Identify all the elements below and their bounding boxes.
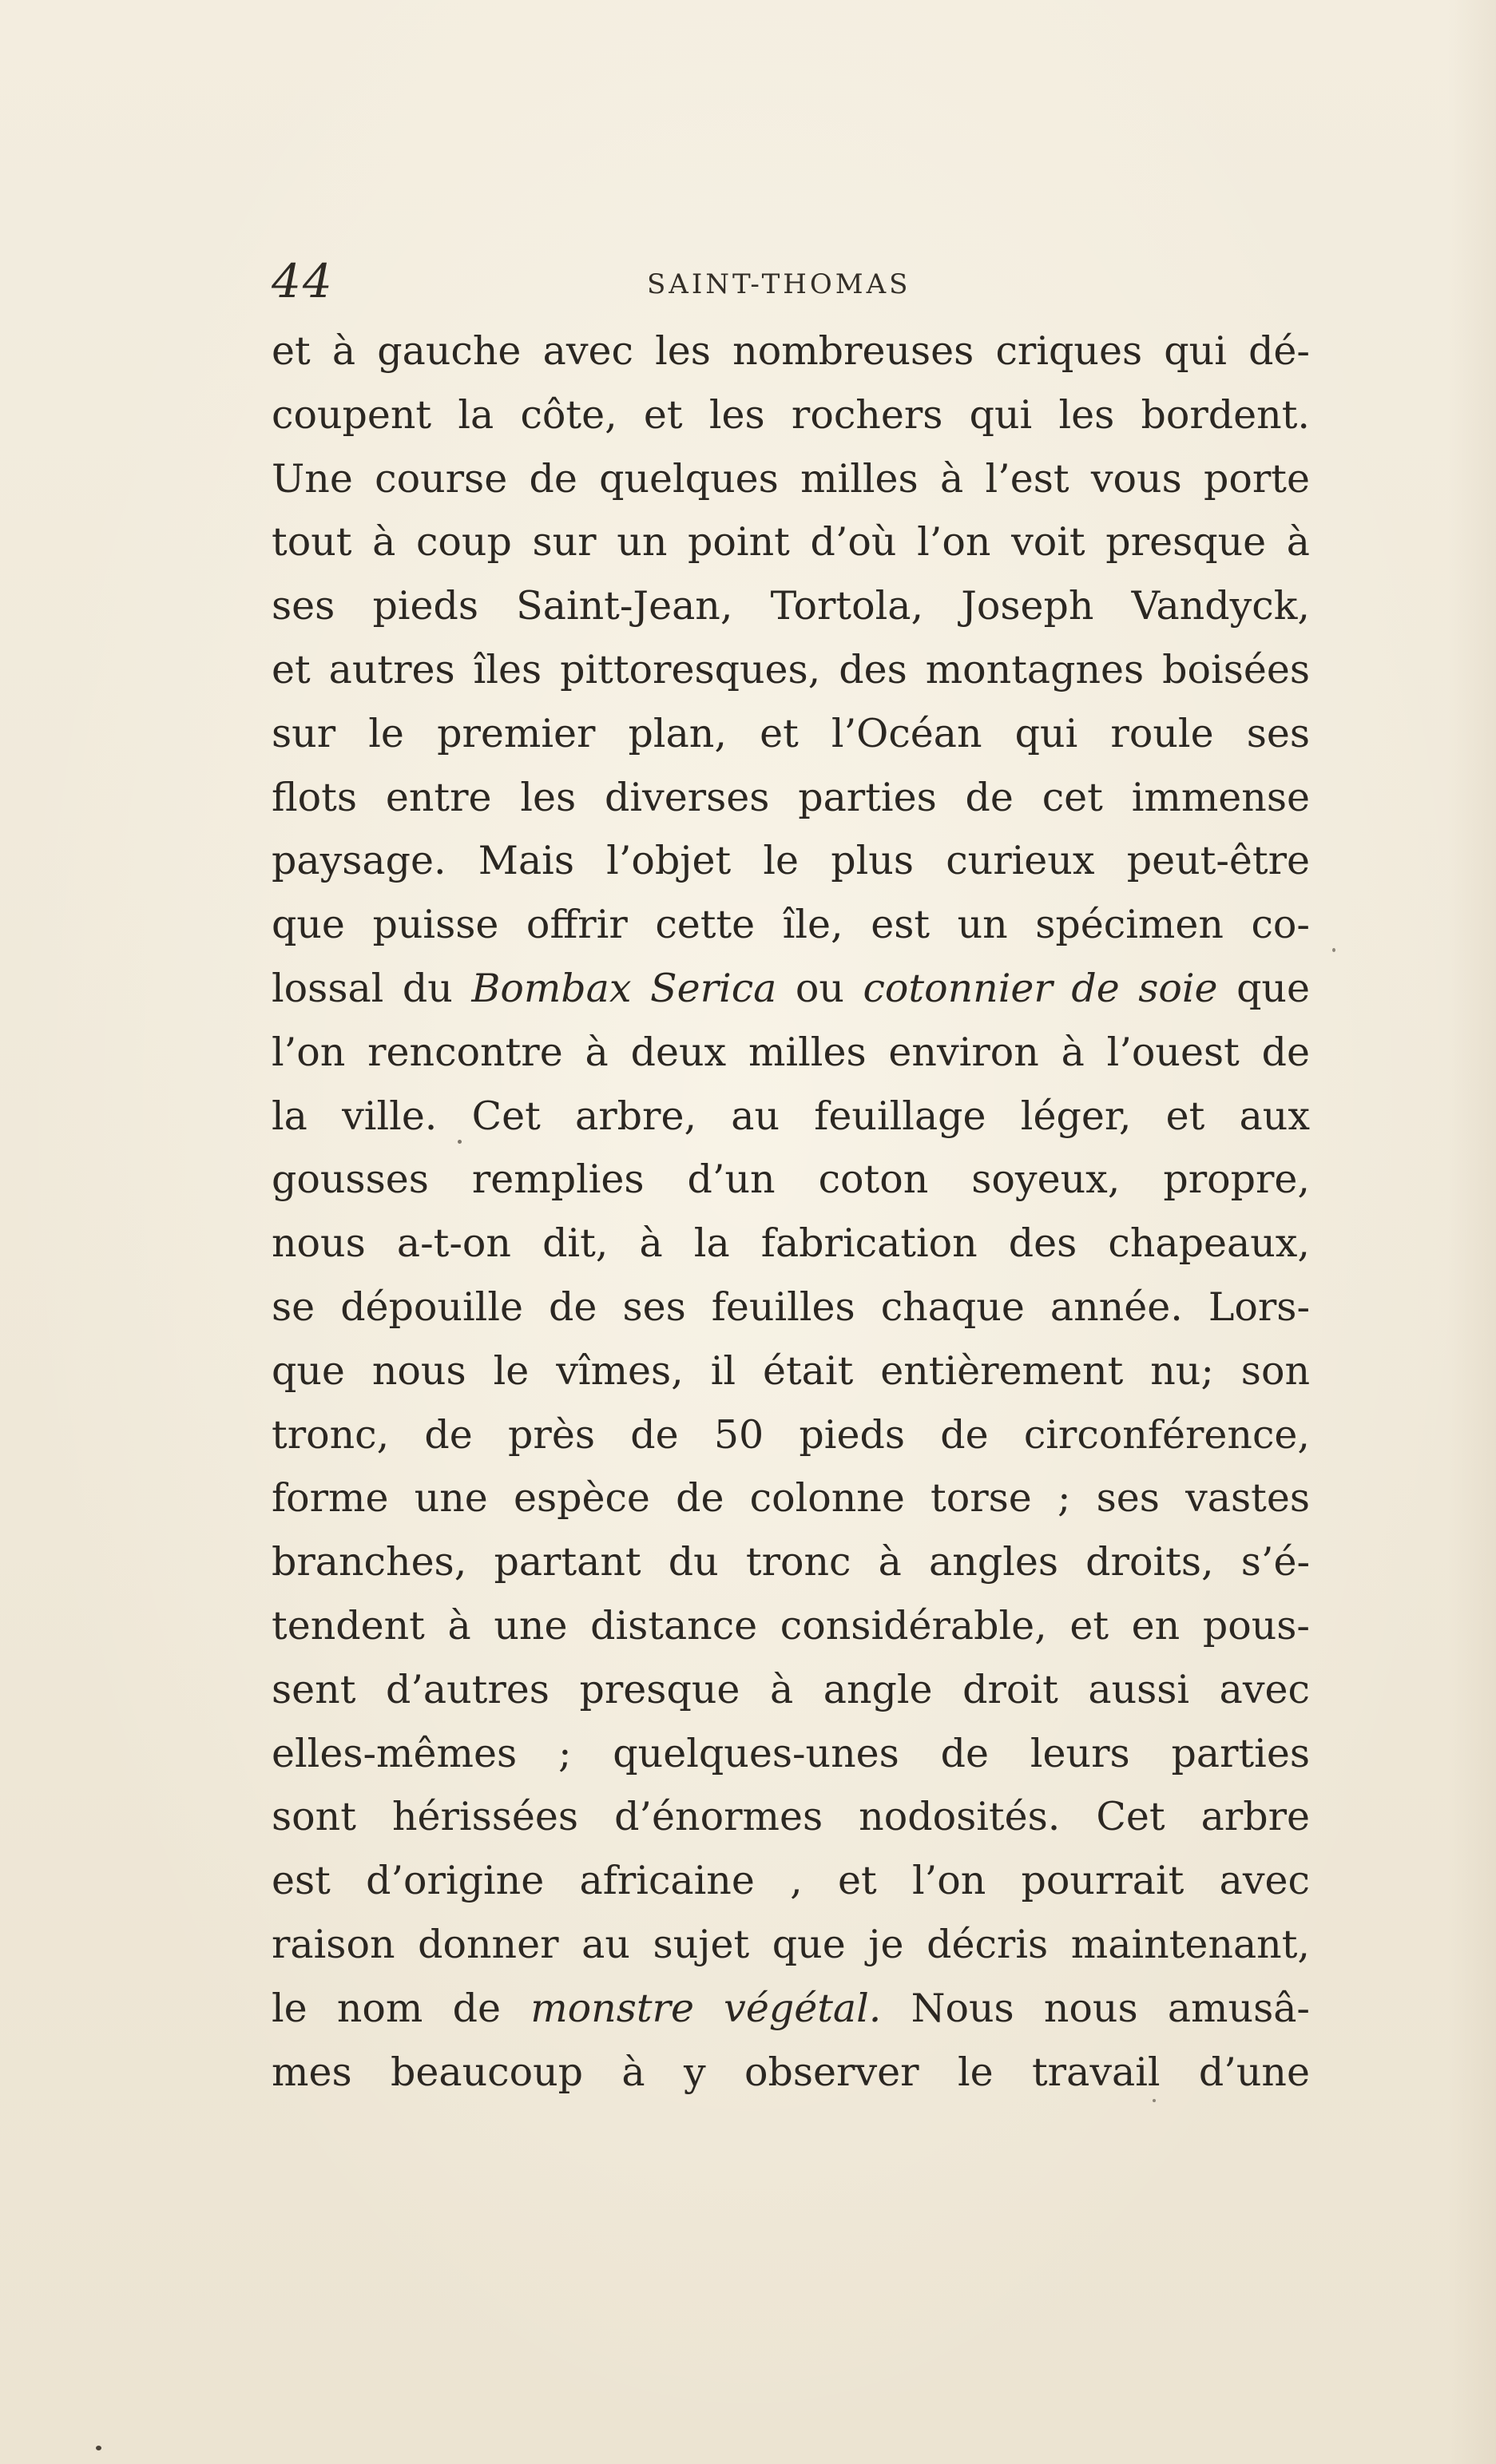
- text-line: est d’origine africaine , et l’on pourrait avec: [272, 1858, 1310, 1904]
- text-line: que nous le vîmes, il était entièrement nu; son: [272, 1347, 1310, 1394]
- text-line: paysage. Mais l’objet le plus curieux peut-être: [272, 838, 1310, 884]
- text-line: sont hérissées d’énormes nodosités. Cet arbre: [272, 1794, 1310, 1840]
- text-line: flots entre les diverses parties de cet immense: [272, 774, 1310, 820]
- text-line: raison donner au sujet que je décris maintenant,: [272, 1921, 1310, 1967]
- italic-term: monstre végétal.: [530, 1985, 882, 2031]
- page-number: 44: [272, 254, 334, 308]
- text-line: tout à coup sur un point d’où l’on voit presque à: [272, 519, 1310, 565]
- text-line: tendent à une distance considérable, et en pous-: [272, 1602, 1310, 1649]
- text-line: l’on rencontre à deux milles environ à l’ouest de: [272, 1029, 1310, 1075]
- text-line: [272, 957, 1310, 1021]
- text-line: sur le premier plan, et l’Océan qui roule ses: [272, 710, 1310, 756]
- text-line: Une course de quelques milles à l’est vous porte: [272, 455, 1310, 502]
- text-line: elles-mêmes ; quelques-unes de leurs parties: [272, 1730, 1310, 1776]
- text-line: se dépouille de ses feuilles chaque année. Lors-: [272, 1284, 1310, 1330]
- ink-speck: [1153, 2099, 1156, 2102]
- text-segment: lossal du: [272, 965, 472, 1011]
- ink-speck: [458, 1140, 462, 1144]
- page-header: [272, 254, 1310, 318]
- text-line: que puisse offrir cette île, est un spécimen co-: [272, 902, 1310, 948]
- text-line: ses pieds Saint-Jean, Tortola, Joseph Vandyck,: [272, 583, 1310, 629]
- body-text: [272, 319, 1310, 2104]
- italic-term: Bombax Serica: [471, 965, 777, 1011]
- text-line: gousses remplies d’un coton soyeux, propre,: [272, 1157, 1310, 1203]
- page-edge-shadow: [1448, 0, 1496, 2464]
- text-segment: Nous nous amusâ-: [881, 1985, 1310, 2031]
- text-line: et à gauche avec les nombreuses criques qui dé-: [272, 328, 1310, 374]
- text-line: branches, partant du tronc à angles droits, s’é-: [272, 1539, 1310, 1585]
- text-segment: ou: [776, 965, 863, 1011]
- text-segment: que: [1217, 965, 1310, 1011]
- text-line: mes beaucoup à y observer le travail d’une: [272, 2049, 1310, 2095]
- text-line: tronc, de près de 50 pieds de circonférence,: [272, 1411, 1310, 1458]
- text-line: sent d’autres presque à angle droit aussi avec: [272, 1666, 1310, 1712]
- ink-speck: [96, 2446, 101, 2450]
- ink-speck: [1332, 948, 1335, 952]
- text-line: coupent la côte, et les rochers qui les bordent.: [272, 391, 1310, 438]
- italic-term: cotonnier de soie: [863, 965, 1218, 1011]
- text-line: [272, 1977, 1310, 2041]
- text-line: la ville. Cet arbre, au feuillage léger, et aux: [272, 1093, 1310, 1139]
- text-line: forme une espèce de colonne torse ; ses vastes: [272, 1475, 1310, 1522]
- running-head: SAINT-THOMAS: [647, 268, 911, 300]
- text-segment: le nom de: [272, 1985, 531, 2031]
- text-line: nous a-t-on dit, à la fabrication des chapeaux,: [272, 1220, 1310, 1267]
- text-line: et autres îles pittoresques, des montagnes boisées: [272, 646, 1310, 692]
